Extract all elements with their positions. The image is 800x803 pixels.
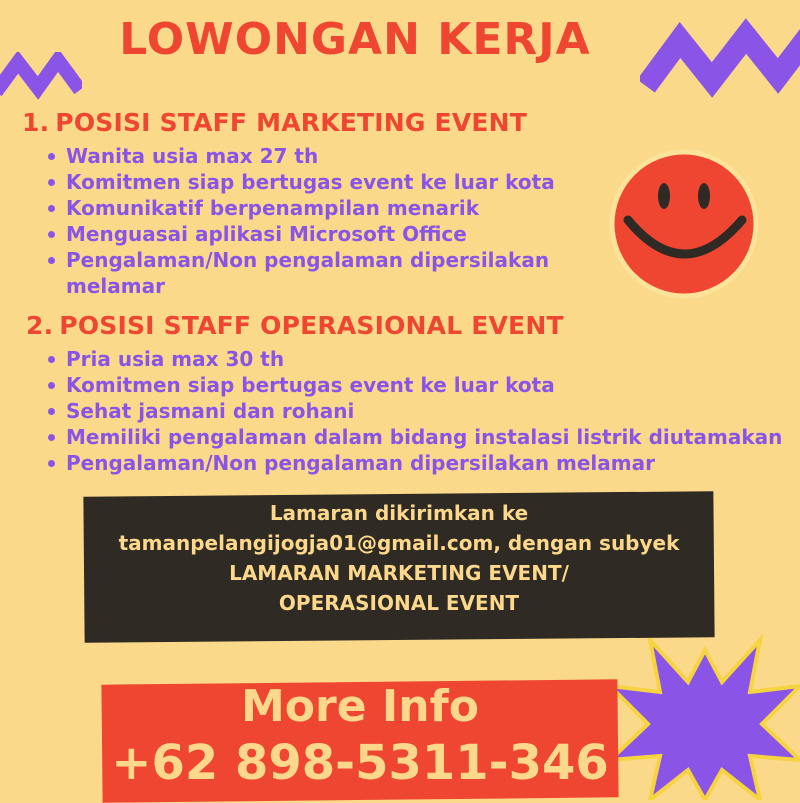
requirement-item: Pengalaman/Non pengalaman dipersilakan melamar <box>44 450 800 476</box>
requirement-item: Pengalaman/Non pengalaman dipersilakan melamar <box>44 247 574 299</box>
position-2-heading <box>26 311 564 340</box>
position-1-heading <box>22 108 527 137</box>
more-info-label: More Info <box>241 681 479 732</box>
position-1-title: POSISI STAFF MARKETING EVENT <box>55 108 528 137</box>
more-info-text <box>102 680 618 792</box>
phone-number[interactable]: +62 898-5311-346 <box>111 735 609 791</box>
contact-subject-line2: OPERASIONAL EVENT <box>278 591 520 615</box>
position-2-title: POSISI STAFF OPERASIONAL EVENT <box>59 311 564 340</box>
requirement-item: Memiliki pengalaman dalam bidang instalasi listrik diutamakan <box>44 424 800 450</box>
position-2-requirements <box>44 346 800 476</box>
starburst-decoration <box>610 620 800 800</box>
contact-email[interactable]: tamanpelangijogja01@gmail.com, dengan subyek <box>118 531 680 555</box>
smiley-face-icon <box>606 146 762 302</box>
position-1-requirements <box>44 143 574 299</box>
requirement-item: Wanita usia max 27 th <box>44 143 574 169</box>
requirement-item: Pria usia max 30 th <box>44 346 800 372</box>
requirement-item: Komitmen siap bertugas event ke luar kota <box>44 169 574 195</box>
requirement-item: Menguasai aplikasi Microsoft Office <box>44 221 574 247</box>
requirement-item: Komunikatif berpenampilan menarik <box>44 195 574 221</box>
contact-line-intro: Lamaran dikirimkan ke <box>269 501 529 525</box>
page-title: LOWONGAN KERJA <box>119 14 591 65</box>
position-2-number: 2. <box>26 311 54 340</box>
contact-subject-line1: LAMARAN MARKETING EVENT/ <box>229 561 569 585</box>
requirement-item: Komitmen siap bertugas event ke luar kota <box>44 372 800 398</box>
requirement-item: Sehat jasmani dan rohani <box>44 398 800 424</box>
position-1-number: 1. <box>22 108 50 137</box>
contact-text <box>84 498 714 618</box>
